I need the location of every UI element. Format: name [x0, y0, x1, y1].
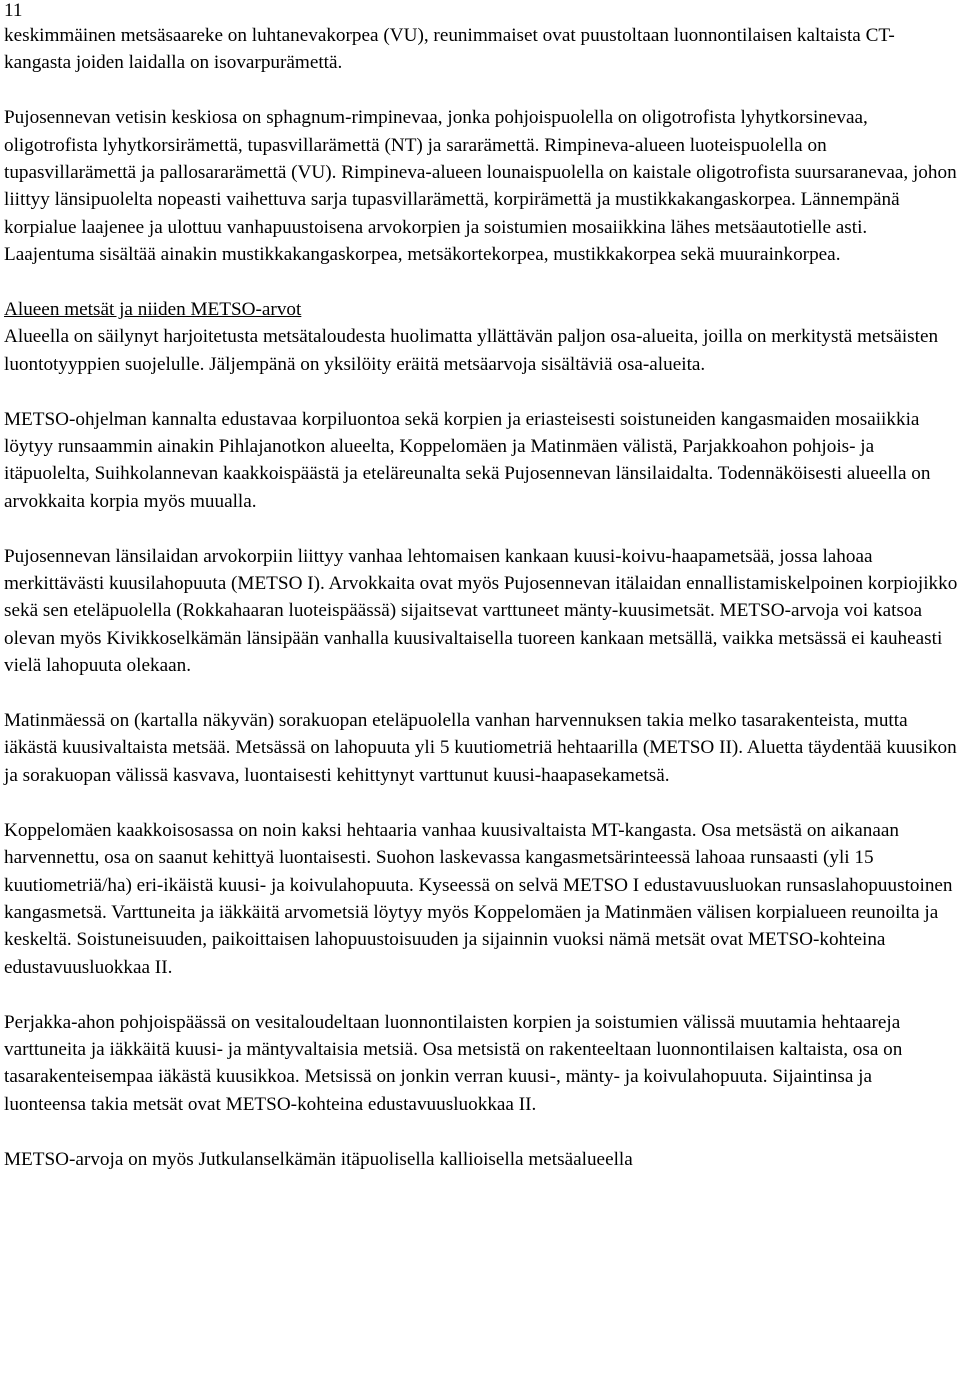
paragraph-metsasaareke: keskimmäinen metsäsaareke on luhtanevakorpea (VU), reunimmaiset ovat puustoltaan luonnontilaisen kaltaista CT-kangasta joiden laidalla on isovarpurämettä.: [4, 25, 895, 74]
document-page: [4, 0, 958, 1173]
paragraph-perjakka-aho: Perjakka-ahon pohjoispäässä on vesitaloudeltaan luonnontilaisten korpien ja soistumien välissä muutamia hehtaareja varttuneita ja iäkkäitä kuusi- ja mäntyvaltaisia metsiä. Osa metsistä on rakenteeltaan luonnontilaisen kaltaista, osa on tasarakenteisempaa iäkästä kuusikkoa. Metsissä on jonkin verran kuusi-, mänty- ja koivulahopuuta. Sijaintinsa ja luonteensa takia metsät ovat METSO-kohteina edustavuusluokkaa II.: [4, 1011, 903, 1115]
paragraph-koppelomaki: Koppelomäen kaakkoisosassa on noin kaksi hehtaaria vanhaa kuusivaltaista MT-kangasta. Osa metsästä on aikanaan harvennettu, osa on saanut kehittyä luontaisesti. Suohon laskevassa kangasmetsärinteessä lahoaa runsaasti (yli 15 kuutiometriä/ha) eri-ikäistä kuusi- ja koivulahopuuta. Kyseessä on selvä METSO I edustavuusluokan runsaslahopuustoinen kangasmetsä. Varttuneita ja iäkkäitä arvometsiä löytyy myös Koppelomäen ja Matinmäen välisen korpialueen reunoilta ja keskeltä. Soistuneisuuden, paikoittaisen lahopuustoisuuden ja sijainnin vuoksi nämä metsät ovat METSO-kohteina edustavuusluokkaa II.: [4, 819, 953, 978]
paragraph-pujosenneva-suot: Pujosennevan vetisin keskiosa on sphagnum-rimpinevaa, jonka pohjoispuolella on oligotrofista lyhytkorsinevaa, oligotrofista lyhytkorsirämettä, tupasvillarämettä (NT) ja sararämettä. Rimpineva-alueen luoteispuolella on tupasvillarämettä ja pallosararämettä (VU). Rimpineva-alueen lounaispuolella on kaistale oligotrofista suursaranevaa, johon liittyy länsipuolelta nopeasti vaihettuva sarja tupasvillarämettä, korpirämettä ja mustikkakangaskorpea. Lännempänä korpialue laajenee ja ulottuu vanhapuustoisena arvokorpien ja soistumien mosaiikkina lähes metsäautotielle asti. Laajentuma sisältää ainakin mustikkakangaskorpea, metsäkortekorpea, mustikkakorpea sekä muurainkorpea.: [4, 107, 957, 266]
paragraph-jutkulanselkama: METSO-arvoja on myös Jutkulanselkämän itäpuolisella kallioisella metsäalueella: [4, 1148, 633, 1170]
paragraph-metsat-yleinen: Alueella on säilynyt harjoitetusta metsätaloudesta huolimatta yllättävän paljon osa-alueita, joilla on merkitystä metsäisten luontotyyppien suojelulle. Jäljempänä on yksilöity eräitä metsäarvoja sisältäviä osa-alueita.: [4, 326, 939, 375]
paragraph-pujosennevan-lansilaita: Pujosennevan länsilaidan arvokorpiin liittyy vanhaa lehtomaisen kankaan kuusi-koivu-haapametsää, jossa lahoaa merkittävästi kuusilahopuuta (METSO I). Arvokkaita ovat myös Pujosennevan itälaidan ennallistamiskelpoinen korpiojikko sekä sen eteläpuolella (Rokkahaaran luoteispäässä) sijaitsevat varttuneet mänty-kuusimetsät. METSO-arvoja voi katsoa olevan myös Kivikkoselkämän länsipään vanhalla kuusivaltaisella tuoreen kankaan metsällä, vaikka metsässä ei kauheasti vielä lahopuuta olekaan.: [4, 545, 958, 677]
page-number: 11: [4, 0, 23, 21]
section-heading: Alueen metsät ja niiden METSO-arvot: [4, 299, 302, 321]
paragraph-matinmaki: Matinmäessä on (kartalla näkyvän) sorakuopan eteläpuolella vanhan harvennuksen takia melko tasarakenteista, mutta iäkästä kuusivaltaista metsää. Metsässä on lahopuuta yli 5 kuutiometriä hehtaarilla (METSO II). Aluetta täydentää kuusikon ja sorakuopan välissä kasvava, luontaisesti kehittynyt varttunut kuusi-haapasekametsä.: [4, 710, 957, 786]
paragraph-korpiluonto: METSO-ohjelman kannalta edustavaa korpiluontoa sekä korpien ja eriasteisesti soistuneiden kangasmaiden mosaiikkia löytyy runsaammin ainakin Pihlajanotkon alueelta, Koppelomäen ja Matinmäen välistä, Parjakkoahon pohjois- ja itäpuolelta, Suihkolannevan kaakkoispäästä ja eteläreunalta sekä Pujosennevan länsilaidalta. Todennäköisesti alueella on arvokkaita korpia myös muualla.: [4, 408, 931, 512]
